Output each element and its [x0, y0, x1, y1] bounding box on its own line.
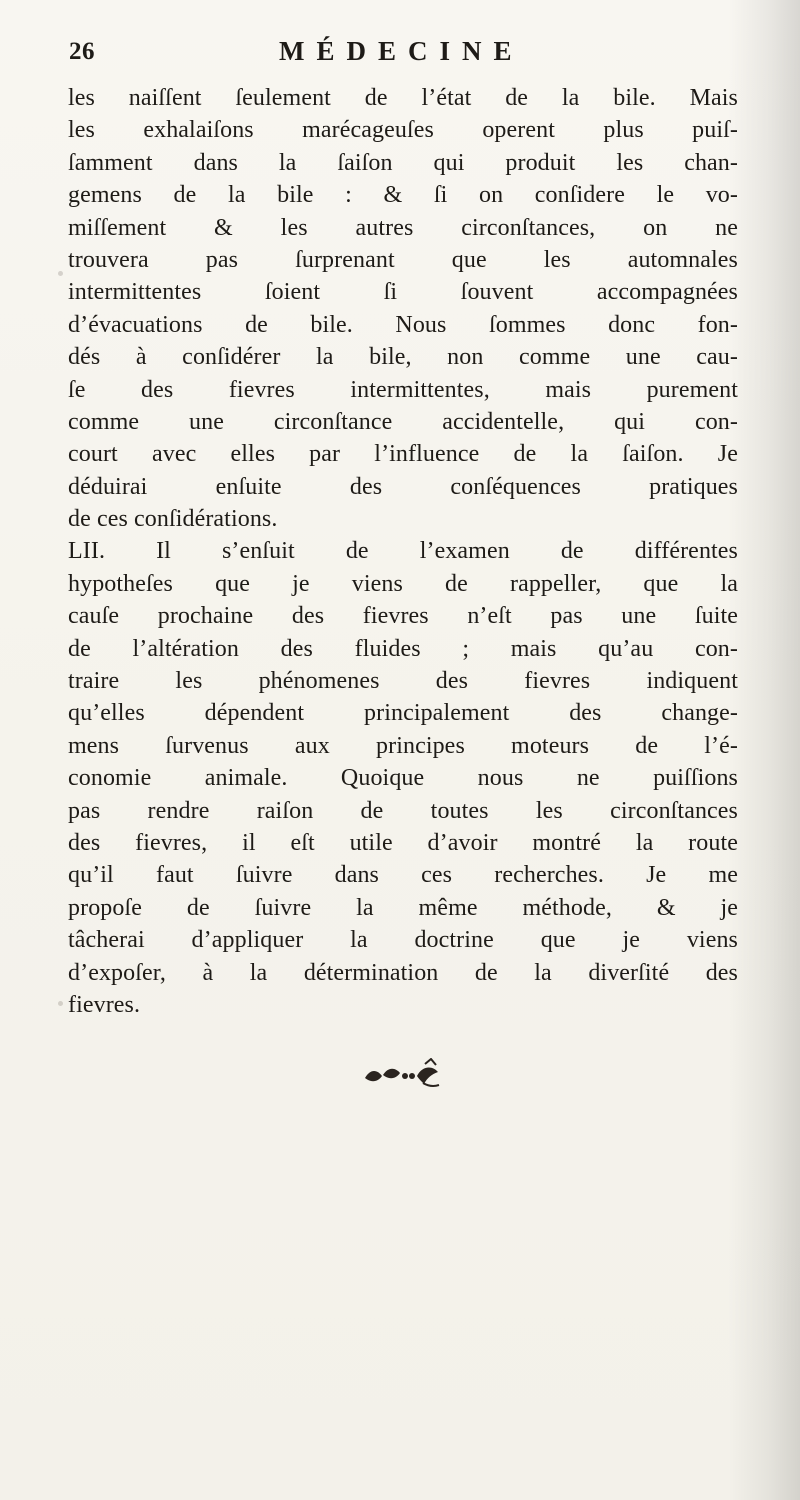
text-line-14: de ces conſidérations.: [68, 506, 278, 533]
text-line-24: des fievres, il eſt utile d’avoir montré la route: [68, 829, 738, 856]
text-line-1: les naiſſent ſeulement de l’état de la bile. Mais: [68, 85, 738, 111]
text-line-3: ſamment dans la ſaiſon qui produit les chan-: [68, 149, 738, 176]
paper-speck: [58, 1001, 63, 1006]
text-line-19: traire les phénomenes des fievres indiquent: [68, 668, 738, 695]
text-line-6: trouvera pas ſurprenant que les automnales: [68, 246, 738, 273]
text-line-26: propoſe de ſuivre la même méthode, & je: [68, 894, 738, 921]
paper-speck: [58, 271, 63, 276]
text-line-27: tâcherai d’appliquer la doctrine que je viens: [68, 927, 738, 954]
text-line-7: intermittentes ſoient ſi ſouvent accompagnées: [68, 279, 738, 306]
page-number: 26: [69, 38, 95, 65]
text-line-25: qu’il faut ſuivre dans ces recherches. Je me: [68, 862, 738, 889]
text-line-12: court avec elles par l’influence de la ſaiſon. Je: [68, 441, 738, 468]
text-line-22: conomie animale. Quoique nous ne puiſſions: [68, 765, 738, 792]
page-header: [69, 36, 589, 76]
text-line-13: déduirai enſuite des conſéquences pratiques: [68, 473, 738, 500]
text-line-4: gemens de la bile : & ſi on conſidere le vo-: [68, 182, 738, 209]
text-line-8: d’évacuations de bile. Nous ſommes donc fon-: [68, 311, 738, 338]
text-line-29: fievres.: [68, 991, 141, 1018]
printer-ornament-icon: [360, 1058, 444, 1092]
text-line-2: les exhalaiſons marécageuſes operent plus puiſ-: [68, 117, 738, 144]
text-line-28: d’expoſer, à la détermination de la diverſité des: [68, 959, 738, 986]
text-line-5: miſſement & les autres circonſtances, on ne: [68, 214, 738, 241]
text-line-23: pas rendre raiſon de toutes les circonſtances: [68, 797, 738, 824]
text-line-20: qu’elles dépendent principalement des change-: [68, 700, 738, 727]
text-line-18: de l’altération des fluides ; mais qu’au con-: [68, 635, 738, 662]
text-line-16: hypotheſes que je viens de rappeller, que la: [68, 570, 738, 597]
text-line-10: ſe des fievres intermittentes, mais purement: [68, 376, 738, 403]
body-text: [68, 82, 738, 1021]
text-line-11: comme une circonſtance accidentelle, qui con-: [68, 408, 738, 435]
text-line-15: LII. Il s’enſuit de l’examen de différentes: [68, 538, 738, 565]
text-line-9: dés à conſidérer la bile, non comme une cau-: [68, 344, 738, 371]
text-line-17: cauſe prochaine des fievres n’eſt pas une ſuite: [68, 603, 738, 630]
running-title: MÉDECINE: [279, 36, 524, 66]
text-line-21: mens ſurvenus aux principes moteurs de l’é-: [68, 732, 738, 759]
